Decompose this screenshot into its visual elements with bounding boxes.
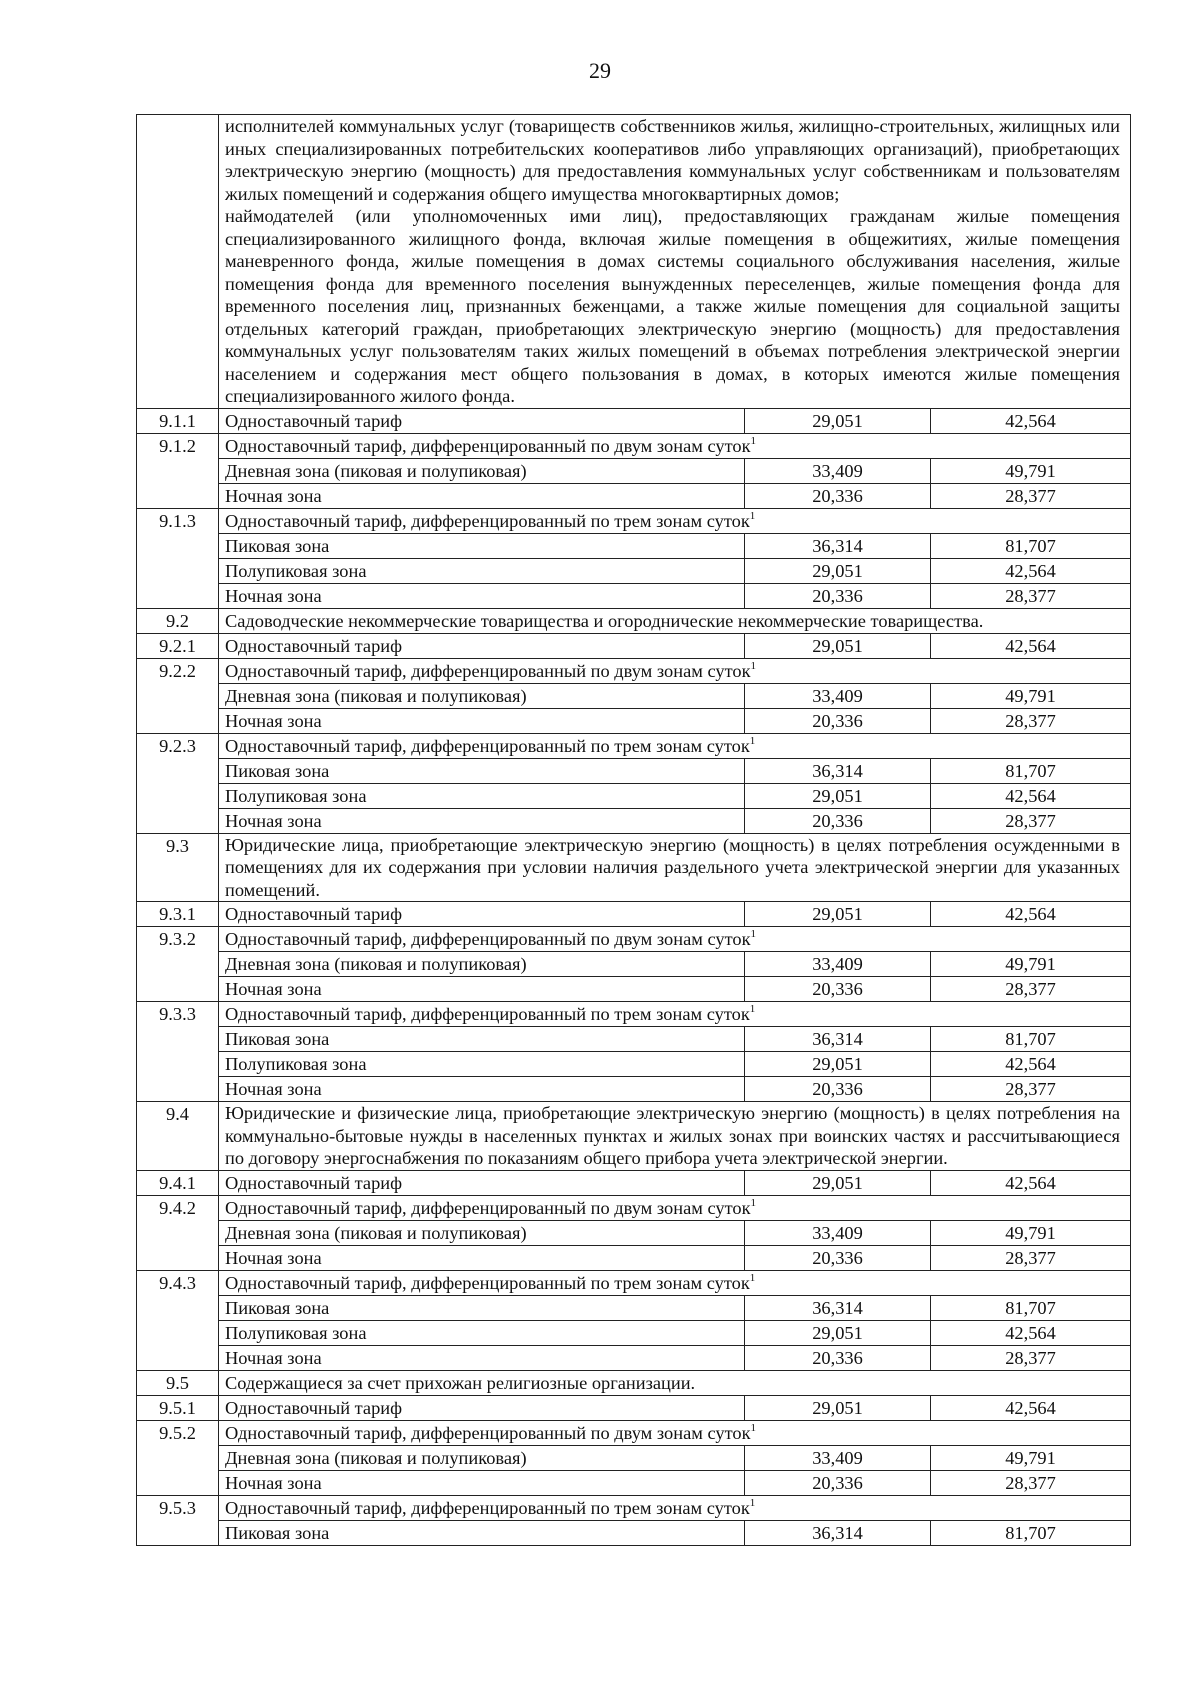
row-label: Одноставочный тариф: [219, 902, 745, 927]
value-cell: 33,409: [745, 1445, 931, 1470]
footnote-mark: 1: [749, 734, 756, 747]
row-label: Одноставочный тариф: [219, 1170, 745, 1195]
row-label: Одноставочный тариф, дифференцированный по трем зонам суток$^1$: [219, 733, 1131, 758]
value-cell: 36,314: [745, 758, 931, 783]
value-cell: 29,051: [745, 1320, 931, 1345]
value-cell: 20,336: [745, 1245, 931, 1270]
value-cell: 49,791: [931, 1220, 1131, 1245]
value-cell: 28,377: [931, 1077, 1131, 1102]
row-label: Дневная зона (пиковая и полупиковая): [219, 1220, 745, 1245]
row-number: 9.3: [137, 833, 219, 902]
table-row: [137, 683, 1131, 708]
table-row: [137, 783, 1131, 808]
table-row: [137, 977, 1131, 1002]
table-row: [137, 533, 1131, 558]
value-cell: 81,707: [931, 1027, 1131, 1052]
value-cell: 29,051: [745, 408, 931, 433]
row-label: Одноставочный тариф, дифференцированный по двум зонам суток$^1$: [219, 927, 1131, 952]
value-cell: 42,564: [931, 1395, 1131, 1420]
table-row: [137, 633, 1131, 658]
value-cell: 28,377: [931, 977, 1131, 1002]
row-number: 9.1.3: [137, 508, 219, 608]
table-row: [137, 1345, 1131, 1370]
table-row: [137, 733, 1131, 758]
row-number: 9.2.2: [137, 658, 219, 733]
table-row: [137, 408, 1131, 433]
row-label: Ночная зона: [219, 483, 745, 508]
value-cell: 20,336: [745, 977, 931, 1002]
value-cell: 20,336: [745, 708, 931, 733]
value-cell: 20,336: [745, 1345, 931, 1370]
table-row: [137, 1195, 1131, 1220]
value-cell: 29,051: [745, 633, 931, 658]
table-row: [137, 1170, 1131, 1195]
category-description: [219, 115, 1131, 409]
value-cell: 29,051: [745, 1395, 931, 1420]
row-number: 9.4.1: [137, 1170, 219, 1195]
row-label: Ночная зона: [219, 1077, 745, 1102]
row-label: Ночная зона: [219, 1345, 745, 1370]
table-row: [137, 808, 1131, 833]
value-cell: 81,707: [931, 1520, 1131, 1545]
row-label: Одноставочный тариф, дифференцированный по двум зонам суток$^1$: [219, 433, 1131, 458]
table-row: [137, 708, 1131, 733]
row-label: Одноставочный тариф, дифференцированный по двум зонам суток$^1$: [219, 1420, 1131, 1445]
table-row: [137, 1470, 1131, 1495]
row-label: Дневная зона (пиковая и полупиковая): [219, 1445, 745, 1470]
row-label: Полупиковая зона: [219, 1320, 745, 1345]
table-row: [137, 902, 1131, 927]
row-number: 9.2: [137, 608, 219, 633]
value-cell: 42,564: [931, 1320, 1131, 1345]
value-cell: 33,409: [745, 458, 931, 483]
value-cell: 36,314: [745, 533, 931, 558]
value-cell: 20,336: [745, 808, 931, 833]
table-row: [137, 508, 1131, 533]
value-cell: 28,377: [931, 1470, 1131, 1495]
row-label: Пиковая зона: [219, 533, 745, 558]
table-row: [137, 1077, 1131, 1102]
footnote-mark: 1: [749, 1003, 756, 1015]
value-cell: 42,564: [931, 783, 1131, 808]
value-cell: 42,564: [931, 408, 1131, 433]
table-row: [137, 1027, 1131, 1052]
value-cell: 49,791: [931, 1445, 1131, 1470]
value-cell: 42,564: [931, 902, 1131, 927]
row-label: Ночная зона: [219, 977, 745, 1002]
table-row: [137, 558, 1131, 583]
table-row: [137, 458, 1131, 483]
row-number: 9.2.1: [137, 633, 219, 658]
value-cell: 28,377: [931, 483, 1131, 508]
table-row: [137, 758, 1131, 783]
row-label: Одноставочный тариф: [219, 633, 745, 658]
value-cell: 33,409: [745, 952, 931, 977]
table-row: [137, 608, 1131, 633]
value-cell: 42,564: [931, 1170, 1131, 1195]
row-number: 9.1.1: [137, 408, 219, 433]
value-cell: 36,314: [745, 1295, 931, 1320]
table-row: [137, 115, 1131, 409]
value-cell: 42,564: [931, 558, 1131, 583]
row-label: Пиковая зона: [219, 1295, 745, 1320]
footnote-mark: 1: [750, 659, 757, 672]
table-row: [137, 583, 1131, 608]
table-row: [137, 1270, 1131, 1295]
section-title: Содержащиеся за счет прихожан религиозные организации.: [219, 1370, 1131, 1395]
footnote-mark: 1: [750, 1421, 757, 1434]
table-row: [137, 1002, 1131, 1027]
value-cell: 28,377: [931, 1245, 1131, 1270]
value-cell: 28,377: [931, 1345, 1131, 1370]
value-cell: 28,377: [931, 708, 1131, 733]
row-label: Одноставочный тариф: [219, 1395, 745, 1420]
row-number: 9.5.1: [137, 1395, 219, 1420]
row-label: Полупиковая зона: [219, 558, 745, 583]
value-cell: 33,409: [745, 1220, 931, 1245]
row-label: Пиковая зона: [219, 1520, 745, 1545]
row-label: Ночная зона: [219, 808, 745, 833]
row-label: Одноставочный тариф, дифференцированный по трем зонам суток$^1$: [219, 508, 1131, 533]
table-row: [137, 1245, 1131, 1270]
row-label: Дневная зона (пиковая и полупиковая): [219, 458, 745, 483]
row-number: 9.5: [137, 1370, 219, 1395]
row-label: Одноставочный тариф, дифференцированный по двум зонам суток$^1$: [219, 1195, 1131, 1220]
row-number: 9.5.2: [137, 1420, 219, 1495]
row-number: 9.2.3: [137, 733, 219, 833]
row-number: 9.4: [137, 1102, 219, 1171]
row-label: Дневная зона (пиковая и полупиковая): [219, 683, 745, 708]
table-row: [137, 1052, 1131, 1077]
value-cell: 20,336: [745, 483, 931, 508]
row-label: Ночная зона: [219, 1470, 745, 1495]
row-number: [137, 115, 219, 409]
footnote-mark: 1: [749, 1271, 756, 1284]
table-row: [137, 433, 1131, 458]
row-label: Одноставочный тариф, дифференцированный по двум зонам суток$^1$: [219, 658, 1131, 683]
row-label: Ночная зона: [219, 708, 745, 733]
table-row: [137, 1445, 1131, 1470]
table-row: [137, 1370, 1131, 1395]
page-number: 29: [589, 58, 611, 83]
value-cell: 20,336: [745, 1470, 931, 1495]
value-cell: 49,791: [931, 683, 1131, 708]
table-row: [137, 927, 1131, 952]
row-label: Пиковая зона: [219, 758, 745, 783]
description-paragraph: исполнителей коммунальных услуг (товариществ собственников жилья, жилищно-строительных, жилищных или иных специализированных потребительских кооперативов либо управляющих организаций), приобретающих электрическую энергию (мощность) для предоставления коммунальных услуг собственникам и пользователям жилых помещений и содержания общего имущества многоквартирных домов;: [225, 116, 1120, 204]
row-label: Полупиковая зона: [219, 783, 745, 808]
value-cell: 28,377: [931, 583, 1131, 608]
row-label: Одноставочный тариф: [219, 408, 745, 433]
table-row: [137, 1420, 1131, 1445]
value-cell: 29,051: [745, 902, 931, 927]
row-label: Одноставочный тариф, дифференцированный по трем зонам суток$^1$: [219, 1002, 1131, 1027]
value-cell: 49,791: [931, 952, 1131, 977]
row-label: Полупиковая зона: [219, 1052, 745, 1077]
table-row: [137, 952, 1131, 977]
value-cell: 81,707: [931, 758, 1131, 783]
value-cell: 20,336: [745, 583, 931, 608]
footnote-mark: 1: [750, 1196, 757, 1209]
value-cell: 49,791: [931, 458, 1131, 483]
row-number: 9.3.1: [137, 902, 219, 927]
section-title: Юридические лица, приобретающие электрическую энергию (мощность) в целях потребления осужденными в помещениях для их содержания при условии наличия раздельного учета электрической энергии для указанных помещений.: [219, 833, 1131, 902]
row-number: 9.3.2: [137, 927, 219, 1002]
row-number: 9.3.3: [137, 1002, 219, 1102]
row-number: 9.5.3: [137, 1495, 219, 1545]
row-label: Ночная зона: [219, 1245, 745, 1270]
value-cell: 28,377: [931, 808, 1131, 833]
table-row: [137, 483, 1131, 508]
table-row: [137, 1320, 1131, 1345]
row-label: Дневная зона (пиковая и полупиковая): [219, 952, 745, 977]
row-number: 9.1.2: [137, 433, 219, 508]
value-cell: 36,314: [745, 1027, 931, 1052]
table-row: [137, 1495, 1131, 1520]
value-cell: 81,707: [931, 533, 1131, 558]
table-row: [137, 658, 1131, 683]
table-row: [137, 1395, 1131, 1420]
section-title: Юридические и физические лица, приобретающие электрическую энергию (мощность) в целях потребления на коммунально-бытовые нужды в населенных пунктах и жилых зонах при воинских частях и рассчитывающиеся по договору энергоснабжения по показаниям общего прибора учета электрической энергии.: [219, 1102, 1131, 1171]
row-number: 9.4.2: [137, 1195, 219, 1270]
table-row: [137, 1102, 1131, 1171]
row-label: Ночная зона: [219, 583, 745, 608]
value-cell: 81,707: [931, 1295, 1131, 1320]
table-row: [137, 833, 1131, 902]
table-row: [137, 1520, 1131, 1545]
value-cell: 42,564: [931, 633, 1131, 658]
footnote-mark: 1: [749, 509, 756, 522]
description-paragraph: наймодателей (или уполномоченных ими лиц), предоставляющих гражданам жилые помещения специализированного жилищного фонда, включая жилые помещения в общежитиях, жилые помещения маневренного фонда, жилые помещения в домах системы социального обслуживания населения, жилые помещения фонда для временного поселения вынужденных переселенцев, жилые помещения фонда для временного поселения лиц, признанных беженцами, а также жилые помещения для социальной защиты отдельных категорий граждан, приобретающих электрическую энергию (мощность) для предоставления коммунальных услуг пользователям таких жилых помещений в объемах потребления электрической энергии населением и содержания мест общего пользования в домах, в которых имеются жилые помещения специализированного жилого фонда.: [225, 206, 1120, 406]
value-cell: 33,409: [745, 683, 931, 708]
value-cell: 20,336: [745, 1077, 931, 1102]
value-cell: 29,051: [745, 1170, 931, 1195]
table-row: [137, 1220, 1131, 1245]
row-label: Одноставочный тариф, дифференцированный по трем зонам суток$^1$: [219, 1270, 1131, 1295]
value-cell: 42,564: [931, 1052, 1131, 1077]
table-row: [137, 1295, 1131, 1320]
footnote-mark: 1: [749, 1496, 756, 1509]
footnote-mark: 1: [750, 928, 757, 940]
tariff-table: [136, 114, 1131, 1546]
value-cell: 29,051: [745, 1052, 931, 1077]
value-cell: 29,051: [745, 558, 931, 583]
section-title: Садоводческие некоммерческие товарищества и огороднические некоммерческие товарищества.: [219, 608, 1131, 633]
value-cell: 36,314: [745, 1520, 931, 1545]
row-label: Одноставочный тариф, дифференцированный по трем зонам суток$^1$: [219, 1495, 1131, 1520]
value-cell: 29,051: [745, 783, 931, 808]
row-label: Пиковая зона: [219, 1027, 745, 1052]
footnote-mark: 1: [750, 434, 757, 447]
row-number: 9.4.3: [137, 1270, 219, 1370]
